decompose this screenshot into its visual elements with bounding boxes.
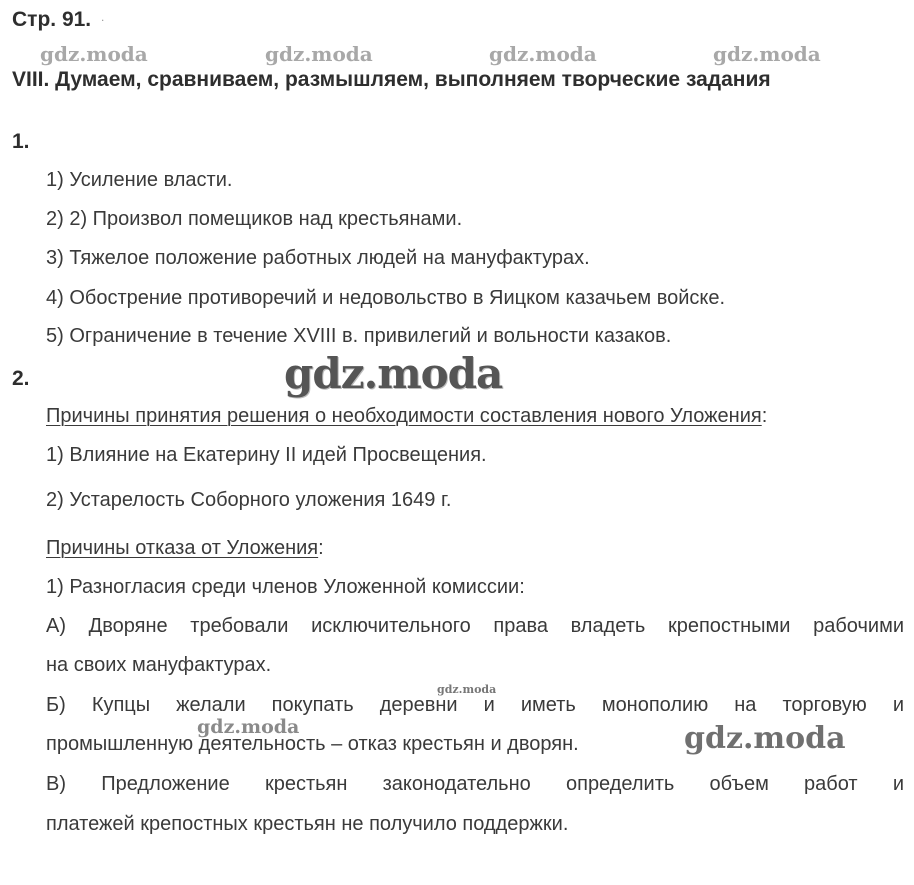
task-1-item-3: 3) Тяжелое положение работных людей на мануфактурах. [46,247,590,269]
page-number: Стр. 91. [12,8,92,31]
task-1-number: 1. [12,130,30,153]
reasons-heading-line [46,405,767,428]
refusal-b-line-2: промышленную деятельность – отказ крестьян и дворян. [46,733,579,755]
refusal-b-line-1: Б) Купцы желали покупать деревни и иметь монополию на торговую и [46,694,904,716]
refusal-v-line-2: платежей крепостных крестьян не получило поддержки. [46,813,569,835]
page-number-dot: . [101,10,105,24]
refusal-v-line-1: В) Предложение крестьян законодательно определить объем работ и [46,773,904,795]
watermark-top-4: gdz.moda [713,42,821,66]
refusal-heading-line [46,537,324,560]
task-1-item-2: 2) 2) Произвол помещиков над крестьянами. [46,208,463,230]
task-1-item-1: 1) Усиление власти. [46,169,233,191]
watermark-top-2: gdz.moda [265,42,373,66]
refusal-a-line-1: А) Дворяне требовали исключительного права владеть крепостными рабочими [46,615,904,637]
reason-1: 1) Влияние на Екатерину II идей Просвещения. [46,444,487,466]
task-1-item-4: 4) Обострение противоречий и недовольство в Яицком казачьем войске. [46,287,726,309]
section-title: VIII. Думаем, сравниваем, размышляем, выполняем творческие задания [12,68,771,91]
watermark-top-3: gdz.moda [489,42,597,66]
watermark-mid-right: gdz.moda [684,721,846,756]
reason-2: 2) Устарелость Соборного уложения 1649 г. [46,489,452,511]
watermark-big: gdz.moda [284,349,503,398]
refusal-intro: 1) Разногласия среди членов Уложенной комиссии: [46,576,525,598]
refusal-heading: Причины отказа от Уложения [46,537,319,559]
watermark-mid-left: gdz.moda [197,716,300,738]
refusal-colon: : [318,537,324,559]
reasons-heading: Причины принятия решения о необходимости составления нового Уложения [46,405,762,427]
task-2-number: 2. [12,367,30,390]
task-1-item-5: 5) Ограничение в течение XVIII в. привилегий и вольности казаков. [46,325,672,347]
refusal-a-line-2: на своих мануфактурах. [46,654,272,676]
watermark-tiny: gdz.moda [437,683,497,696]
watermark-top-1: gdz.moda [40,42,148,66]
reasons-colon: : [761,405,768,427]
